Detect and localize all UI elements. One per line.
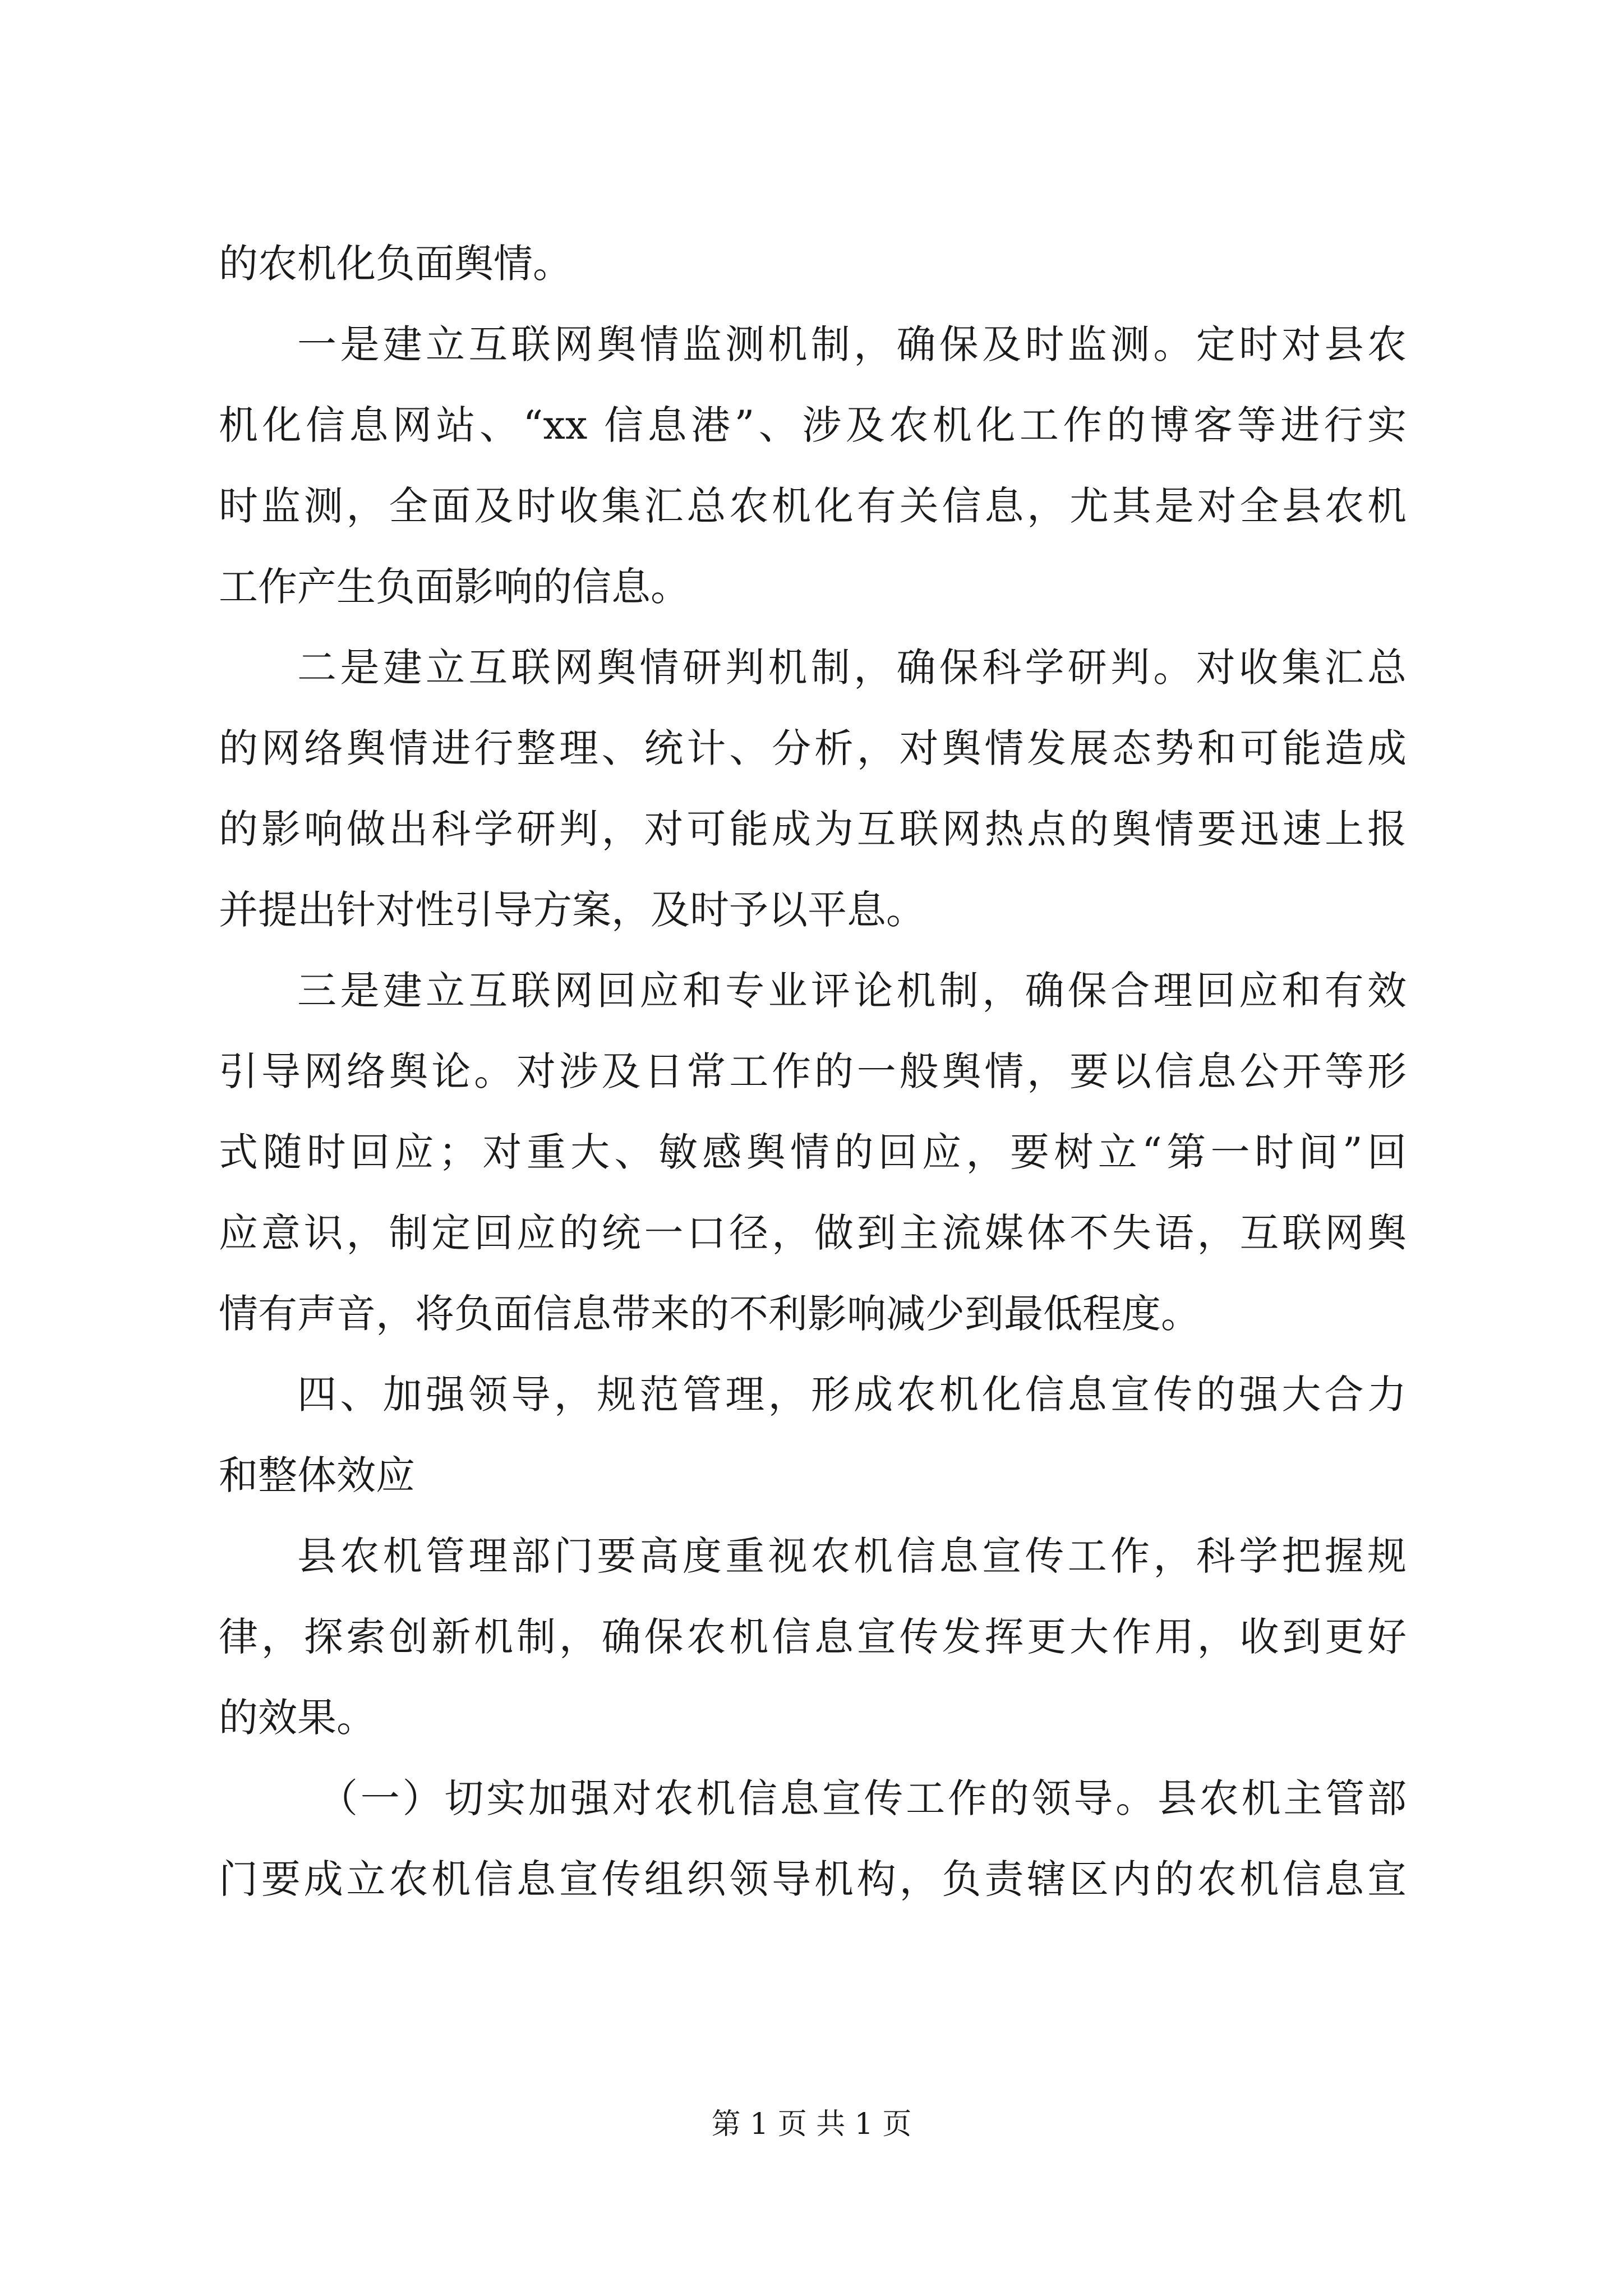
paragraph-line: 的网络舆情进行整理、统计、分析，对舆情发展态势和可能造成: [219, 725, 1407, 771]
paragraph-line: 情有声音，将负面信息带来的不利影响减少到最低程度。: [219, 1291, 1200, 1337]
paragraph-line: 的农机化负面舆情。: [219, 241, 572, 287]
section-heading-line: 和整体效应: [219, 1452, 415, 1498]
paragraph-line: 的效果。: [219, 1695, 376, 1741]
paragraph-line: 机化信息网站、“xx 信息港”、涉及农机化工作的博客等进行实: [219, 402, 1407, 448]
page-number: 第 1 页 共 1 页: [711, 2108, 912, 2141]
section-heading-line: 四、加强领导，规范管理，形成农机化信息宣传的强大合力: [297, 1372, 1407, 1418]
paragraph-line: 应意识，制定回应的统一口径，做到主流媒体不失语，互联网舆: [219, 1210, 1407, 1256]
paragraph-line: 三是建立互联网回应和专业评论机制，确保合理回应和有效: [297, 968, 1407, 1014]
paragraph-line: 并提出针对性引导方案，及时予以平息。: [219, 887, 925, 933]
paragraph-line: 时监测，全面及时收集汇总农机化有关信息，尤其是对全县农机: [219, 483, 1407, 529]
paragraph-line: 二是建立互联网舆情研判机制，确保科学研判。对收集汇总: [297, 645, 1407, 691]
paragraph-line: 门要成立农机信息宣传组织领导机构，负责辖区内的农机信息宣: [219, 1856, 1407, 1902]
paragraph-line: 的影响做出科学研判，对可能成为互联网热点的舆情要迅速上报: [219, 806, 1407, 852]
paragraph-line: 县农机管理部门要高度重视农机信息宣传工作，科学把握规: [297, 1533, 1407, 1579]
paragraph-line: 一是建立互联网舆情监测机制，确保及时监测。定时对县农: [297, 321, 1407, 367]
paragraph-line: 引导网络舆论。对涉及日常工作的一般舆情，要以信息公开等形: [219, 1048, 1407, 1094]
paragraph-line: 工作产生负面影响的信息。: [219, 564, 690, 610]
paragraph-line: 律，探索创新机制，确保农机信息宣传发挥更大作用，收到更好: [219, 1614, 1407, 1660]
paragraph-line: （一）切实加强对农机信息宣传工作的领导。县农机主管部: [319, 1775, 1407, 1821]
document-body: [219, 223, 1407, 1920]
paragraph-line: 式随时回应；对重大、敏感舆情的回应，要树立“第一时间”回: [219, 1129, 1407, 1175]
page-footer: [0, 2105, 1623, 2144]
